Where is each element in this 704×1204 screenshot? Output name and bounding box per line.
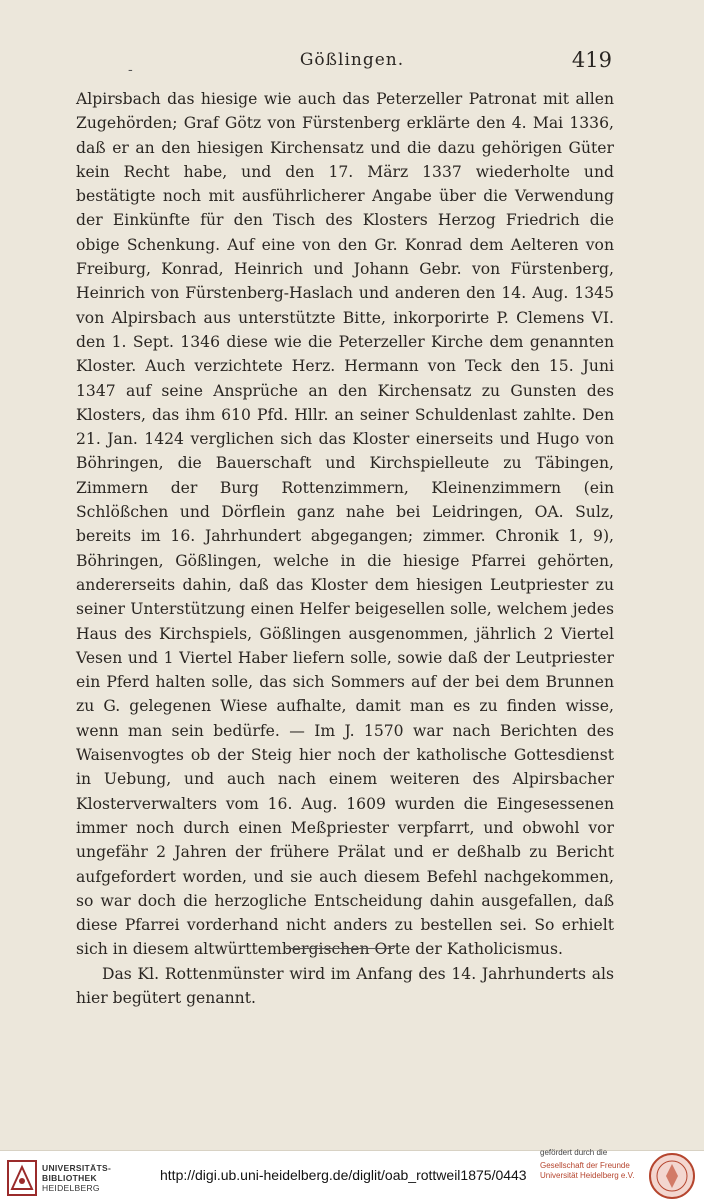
section-divider [286,948,394,949]
sponsor-org-line: Gesellschaft der Freunde [540,1161,630,1170]
sponsor-note [540,1148,644,1181]
body-text [76,87,614,1010]
sponsor-org-line: Universität Heidelberg e.V. [540,1171,635,1180]
paragraph: Das Kl. Rottenmünster wird im Anfang des 14. Jahrhunderts als hier begütert genannt. [76,964,614,1007]
permalink-url[interactable]: http://digi.ub.uni-heidelberg.de/diglit/oab_rottweil1875/0443 [160,1167,527,1183]
university-seal-icon [648,1152,696,1200]
library-name-line: BIBLIOTHEK [42,1173,97,1183]
library-name-line: UNIVERSITÄTS- [42,1163,112,1173]
library-name-line: HEIDELBERG [42,1183,100,1193]
running-head: Gößlingen. [299,50,405,70]
page-number: 419 [571,48,612,72]
header-dash: - [128,62,133,78]
paragraph: Alpirsbach das hiesige wie auch das Peterzeller Patronat mit allen Zugehörden; Graf Götz von Fürstenberg erklärte den 4. Mai 1336, daß er an den hiesigen Kirchensatz und die dazu gehörigen Güter kein Recht habe, und den 17. März 1337 wiederholte und bestätigte noch mit ausführlicherer Angabe über die Verwendung der Einkünfte für den Tisch des Klosters Herzog Friedrich die obige Schenkung. Auf eine von den Gr. Konrad dem Aelteren von Freiburg, Konrad, Heinrich und Johann Gebr. von Fürstenberg, Heinrich von Fürstenberg-Haslach und anderen den 14. Aug. 1345 von Alpirsbach aus unterstützte Bitte, inkorporirte P. Clemens VI. den 1. Sept. 1346 diese wie die Peterzeller Kirche dem genannten Kloster. Auch verzichtete Herz. Hermann von Teck den 15. Juni 1347 auf seine Ansprüche an den Kirchensatz zu Gunsten des Klosters, das ihm 610 Pfd. Hllr. an seiner Schuldenlast zahlte. Den 21. Jan. 1424 verglichen sich das Kloster einerseits und Hugo von Böhringen, die Bauerschaft und Kirchspielleute zu Täbingen, Zimmern der Burg Rottenzimmern, Kleinenzimmern (ein Schlößchen und Dörflein ganz nahe bei Leidringen, OA. Sulz, bereits im 16. Jahrhundert abgegangen; zimmer. Chronik 1, 9), Böhringen, Gößlingen, welche in die hiesige Pfarrei gehörten, andererseits dahin, daß das Kloster dem hiesigen Leutpriester zu seiner Unterstützung einen Helfer beigesellen solle, welchem jedes Haus des Kirchspiels, Gößlingen ausgenommen, jährlich 2 Viertel Vesen und 1 Viertel Haber liefern solle, sowie daß der Leutpriester ein Pferd halten solle, das sich Sommers auf der bei dem Brunnen zu G. gelegenen Wiese aufhalte, damit man es zu finden wisse, wenn man sein bedürfe. — Im J. 1570 war nach Berichten des Waisenvogtes ob der Steig hier noch der katholische Gottesdienst in Uebung, und auch nach einem weiteren des Alpirsbacher Klosterverwalters vom 16. Aug. 1609 wurden die Eingesessenen immer noch durch einen Meßpriester verpfarrt, und obwohl vor ungefähr 2 Jahren der frühere Prälat und er deßhalb zu Bericht aufgefordert worden, und sie auch diesem Befehl nachgekommen, so war doch die herzogliche Entscheidung dahin ausgefallen, daß diese Pfarrei vorderhand nicht anders zu bestellen sei. So erhielt sich in diesem altwürttembergischen Orte der Katholicismus. [76,90,614,959]
sponsor-label: gefördert durch die [540,1148,608,1157]
library-name [42,1163,111,1193]
university-library-logo-icon [6,1159,38,1197]
